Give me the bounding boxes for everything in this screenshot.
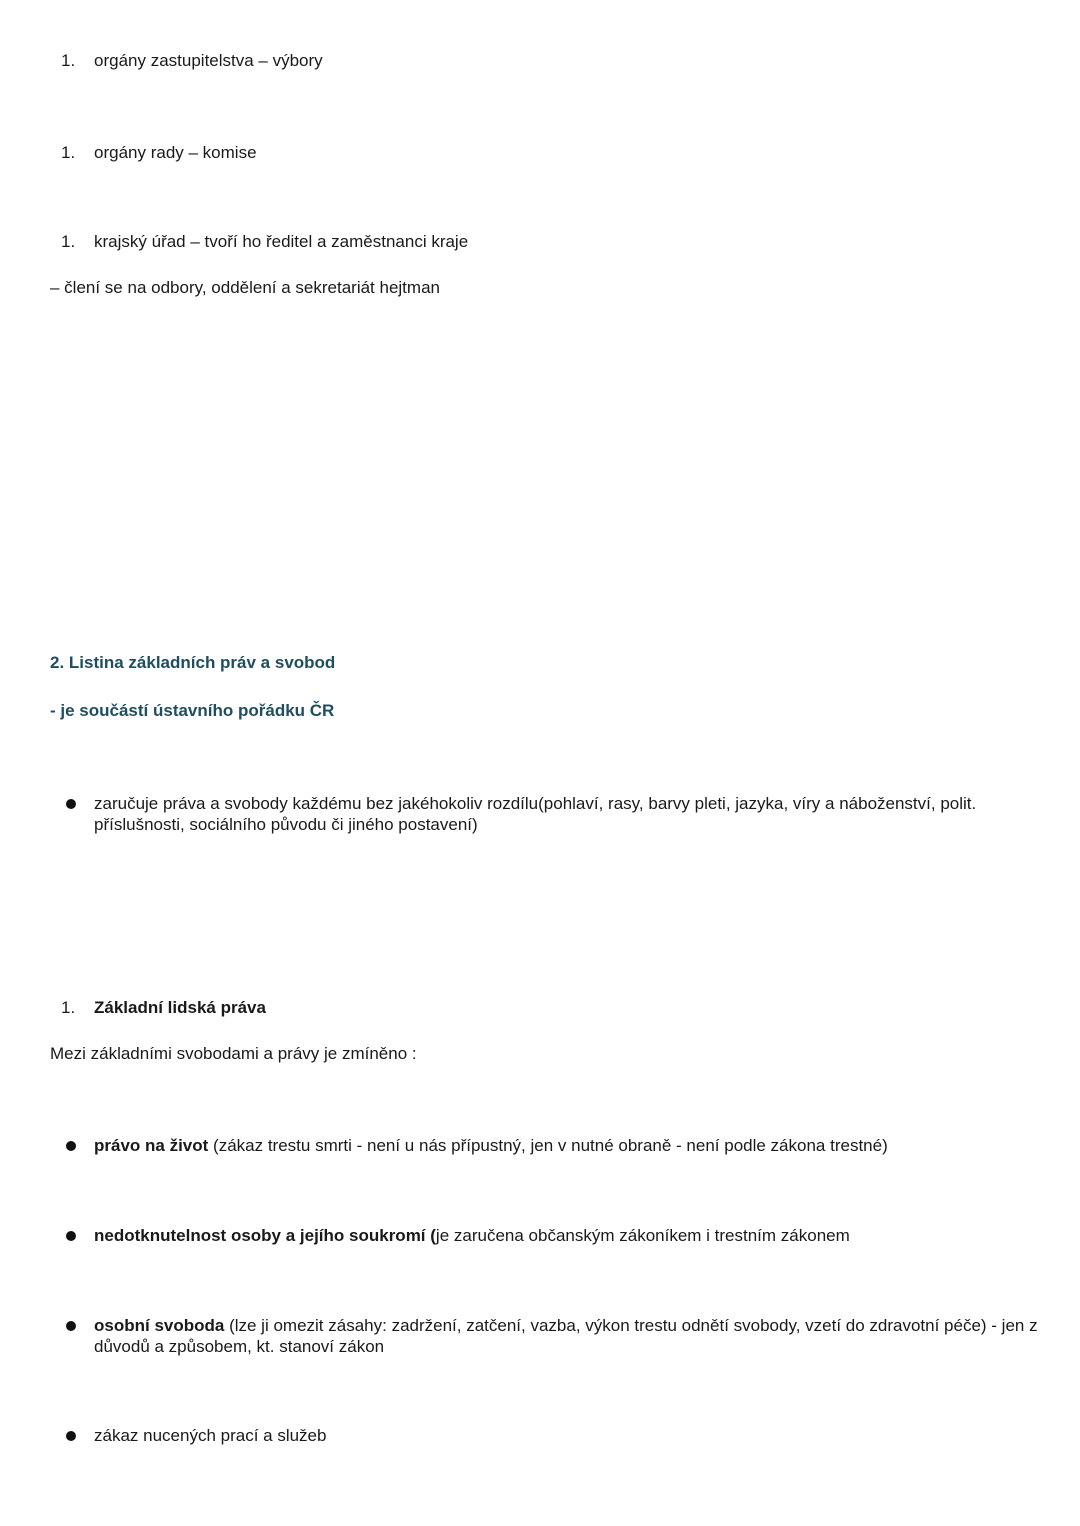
bullet-icon [66, 1321, 76, 1331]
bullet-text: zaručuje práva a svobody každému bez jakéhokoliv rozdílu(pohlaví, rasy, barvy pleti, jazyka, víry a náboženství, polit. příslušnosti, sociálního původu či jiného postavení) [94, 794, 977, 834]
list-item-text: krajský úřad – tvoří ho ředitel a zaměstnanci kraje [94, 232, 469, 251]
list-number: 1. [61, 143, 76, 162]
list-item-text: orgány zastupitelstva – výbory [94, 51, 323, 70]
list-number: 1. [61, 232, 76, 251]
bullet-icon [66, 1431, 76, 1441]
list-number: 1. [61, 51, 76, 70]
bullet-rest: (zákaz trestu smrti - není u nás přípustný, jen v nutné obraně - není podle zákona trestné) [208, 1136, 888, 1155]
bullet-icon [66, 1231, 76, 1241]
list-item-text: orgány rady – komise [94, 143, 257, 162]
list-number: 1. [61, 998, 76, 1017]
paragraph-odbory: – člení se na odbory, oddělení a sekretariát hejtman [50, 278, 440, 297]
paragraph-intro: Mezi základními svobodami a právy je zmíněno : [50, 1044, 417, 1063]
bullet-bold: osobní svoboda [94, 1316, 225, 1335]
bullet-rest: je zaručena občanským zákoníkem i trestním zákonem [435, 1226, 850, 1245]
list-item-text: Základní lidská práva [94, 998, 266, 1017]
bullet-rest: (lze ji omezit zásahy: zadržení, zatčení, vazba, výkon trestu odnětí svobody, vzetí do zdravotní péče) - jen z důvodů a způsobem, kt. stanoví zákon [94, 1316, 1038, 1356]
section-subtitle: - je součástí ústavního pořádku ČR [50, 701, 335, 720]
bullet-bold: nedotknutelnost osoby a jejího soukromí ( [94, 1226, 436, 1245]
section-title: 2. Listina základních práv a svobod [50, 653, 336, 672]
bullet-text [94, 1225, 1044, 1246]
bullet-icon [66, 799, 76, 809]
bullet-text [94, 1315, 1044, 1357]
bullet-text [94, 1135, 1044, 1156]
bullet-bold: právo na život [94, 1136, 209, 1155]
bullet-icon [66, 1141, 76, 1151]
bullet-text: zákaz nucených prací a služeb [94, 1426, 327, 1445]
